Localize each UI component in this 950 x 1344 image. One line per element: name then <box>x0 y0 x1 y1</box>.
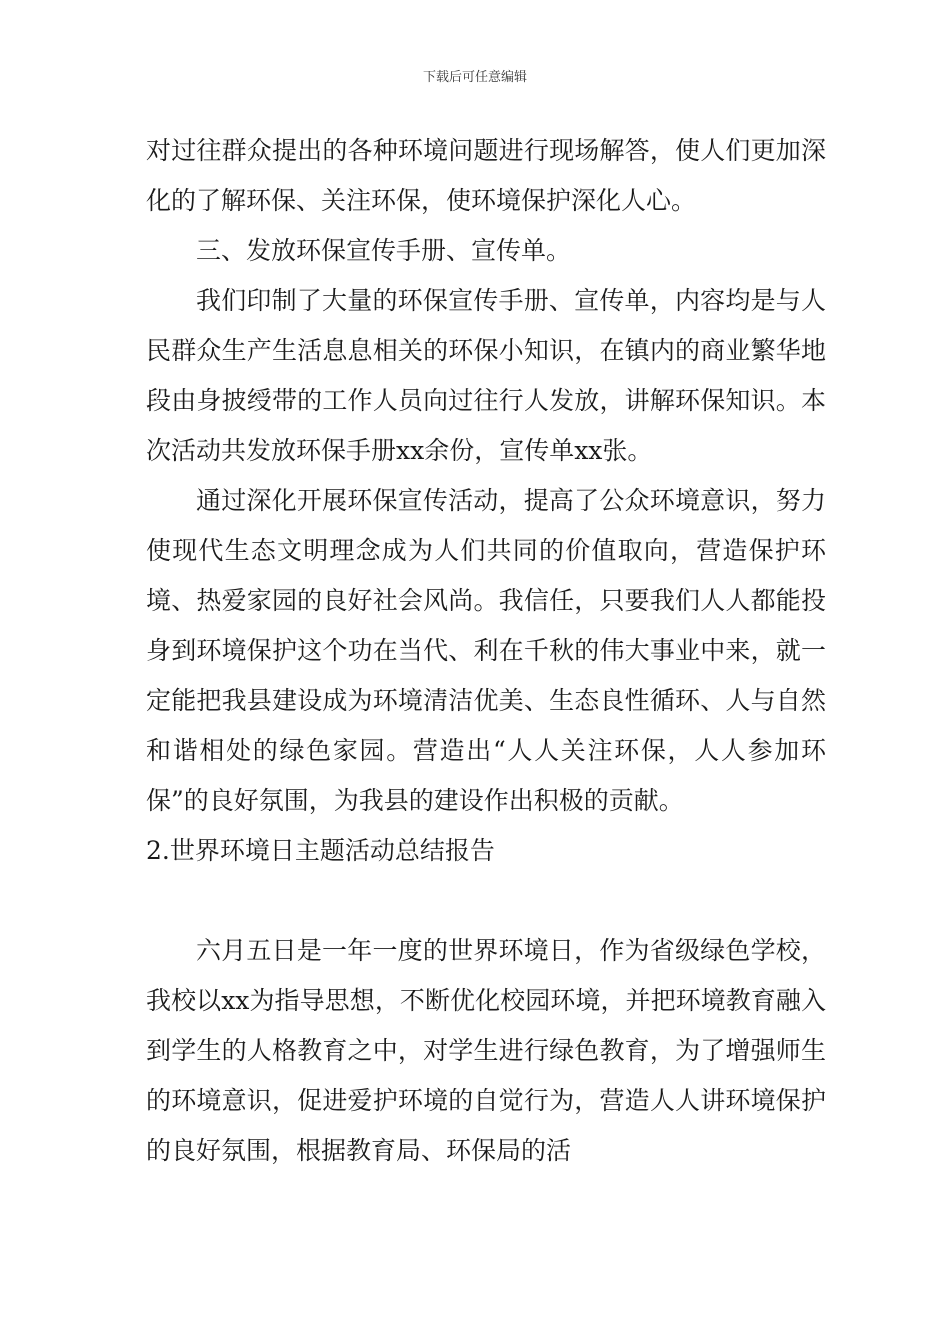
paragraph-1: 对过往群众提出的各种环境问题进行现场解答，使人们更加深化的了解环保、关注环保，使环境保护深化人心。 <box>146 136 826 215</box>
paragraph-5: 六月五日是一年一度的世界环境日，作为省级绿色学校，我校以xx为指导思想，不断优化校园环境，并把环境教育融入到学生的人格教育之中，对学生进行绿色教育，为了增强师生的环境意识，促进爱护环境的自觉行为，营造人人讲环境保护的良好氛围，根据教育局、环保局的活 <box>146 936 826 1165</box>
paragraph-3: 我们印制了大量的环保宣传手册、宣传单，内容均是与人民群众生产生活息息相关的环保小知识，在镇内的商业繁华地段由身披绶带的工作人员向过往行人发放，讲解环保知识。本次活动共发放环保手册xx余份，宣传单xx张。 <box>146 286 826 465</box>
document-body <box>146 126 826 1176</box>
page-header: 下载后可任意编辑 <box>422 70 527 85</box>
paragraph-4: 通过深化开展环保宣传活动，提高了公众环境意识，努力使现代生态文明理念成为人们共同的价值取向，营造保护环境、热爱家园的良好社会风尚。我信任，只要我们人人都能投身到环境保护这个功在当代、利在千秋的伟大事业中来，就一定能把我县建设成为环境清洁优美、生态良性循环、人与自然和谐相处的绿色家园。营造出“人人关注环保，人人参加环保”的良好氛围，为我县的建设作出积极的贡献。 <box>146 486 826 815</box>
section-heading: 2.世界环境日主题活动总结报告 <box>146 836 495 865</box>
blank-line <box>146 876 826 926</box>
paragraph-2: 三、发放环保宣传手册、宣传单。 <box>196 236 572 265</box>
